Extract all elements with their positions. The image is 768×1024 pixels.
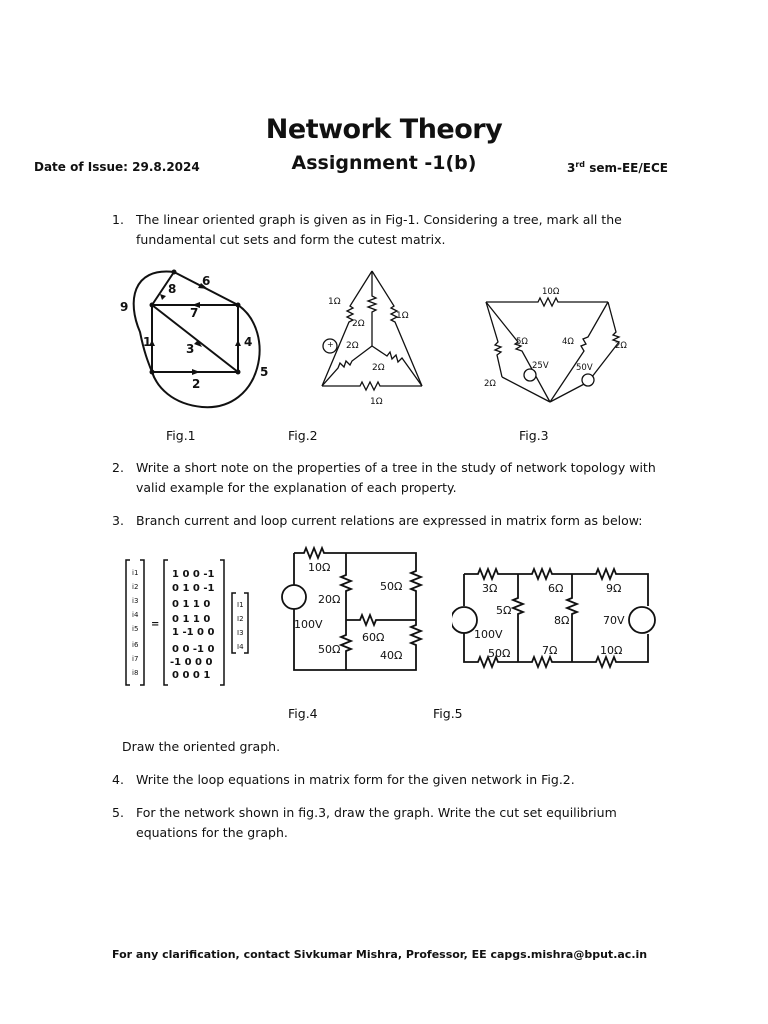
fig3-label: 2Ω — [484, 379, 496, 389]
fig2-label: 2Ω — [346, 341, 359, 351]
lhs-current: i2 — [132, 583, 139, 591]
fig5-label: 10Ω — [600, 644, 623, 657]
fig1-graph — [112, 262, 282, 412]
matrix-row: 0 0 -1 0 — [172, 644, 215, 655]
question-number: 1. — [112, 212, 124, 227]
fig5-label: 6Ω — [548, 582, 564, 595]
fig1-edge-label: 1 — [143, 335, 152, 349]
fig1-caption: Fig.1 — [166, 428, 196, 443]
fig4-label: 20Ω — [318, 593, 341, 606]
fig3-label: 5Ω — [516, 337, 528, 347]
question-5 — [112, 803, 668, 843]
question-3 — [112, 511, 672, 531]
semester-label — [567, 160, 668, 175]
matrix-row: -1 0 0 0 — [170, 657, 213, 668]
question-text: The linear oriented graph is given as in Fig-1. Considering a tree, mark all the fundamental cut sets and form the cutest matrix. — [136, 212, 622, 247]
fig5-caption: Fig.5 — [433, 706, 463, 721]
fig5-circuit — [452, 562, 662, 672]
fig5-label: 8Ω — [554, 614, 570, 627]
fig3-label: 4Ω — [562, 337, 574, 347]
lhs-current: i8 — [132, 669, 139, 677]
contact-footer: For any clarification, contact Sivkumar Mishra, Professor, EE capgs.mishra@bput.ac.in — [112, 948, 648, 961]
matrix-row: 0 1 1 0 — [172, 614, 211, 625]
lhs-current: i6 — [132, 641, 139, 649]
matrix-row: 0 1 0 -1 — [172, 583, 215, 594]
semester-suffix: rd — [575, 160, 586, 169]
equals-sign: = — [151, 619, 160, 630]
lhs-current: i1 — [132, 569, 139, 577]
fig2-label: 2Ω — [372, 363, 385, 373]
fig4-label: 100V — [294, 618, 323, 631]
fig4-label: 50Ω — [318, 643, 341, 656]
fig5-label: 3Ω — [482, 582, 498, 595]
lhs-current: i3 — [132, 597, 139, 605]
semester-rest: sem-EE/ECE — [585, 161, 668, 175]
fig5-label: 70V — [603, 614, 625, 627]
fig4-circuit — [276, 545, 426, 680]
fig4-label: 50Ω — [380, 580, 403, 593]
lhs-current: i5 — [132, 625, 139, 633]
fig1-edge-label: 4 — [244, 335, 253, 349]
fig1-edge-label: 3 — [186, 342, 195, 356]
fig2-label: 1Ω — [328, 297, 341, 307]
q3-followup: Draw the oriented graph. — [122, 739, 281, 754]
question-2 — [112, 458, 672, 498]
fig2-label: 1Ω — [370, 397, 383, 407]
question-text: Branch current and loop current relations are expressed in matrix form as below: — [136, 513, 643, 528]
fig2-label: 2Ω — [352, 319, 365, 329]
question-number: 5. — [112, 805, 124, 820]
page-title: Network Theory — [265, 114, 503, 145]
rhs-current: I3 — [237, 629, 244, 637]
fig2-caption: Fig.2 — [288, 428, 318, 443]
fig2-source-plus: + — [327, 340, 334, 349]
lhs-current: i7 — [132, 655, 139, 663]
rhs-current: I1 — [237, 601, 244, 609]
matrix-row: 0 0 0 1 — [172, 670, 211, 681]
matrix-equation — [120, 555, 260, 690]
fig2-circuit — [312, 266, 432, 411]
fig3-label: 10Ω — [542, 287, 560, 297]
fig5-label: 9Ω — [606, 582, 622, 595]
fig5-label: 50Ω — [488, 647, 511, 660]
rhs-current: I4 — [237, 643, 244, 651]
fig1-edge-label: 7 — [190, 306, 199, 320]
assignment-subtitle: Assignment -1(b) — [291, 152, 477, 174]
fig1-edge-label: 6 — [202, 274, 211, 288]
fig3-circuit — [478, 282, 633, 407]
fig5-label: 100V — [474, 628, 503, 641]
fig4-label: 60Ω — [362, 631, 385, 644]
fig4-caption: Fig.4 — [288, 706, 318, 721]
fig1-edge-label: 2 — [192, 377, 201, 391]
matrix-row: 1 0 0 -1 — [172, 569, 215, 580]
fig4-label: 10Ω — [308, 561, 331, 574]
date-of-issue: Date of Issue: 29.8.2024 — [34, 160, 200, 174]
matrix-row: 0 1 1 0 — [172, 599, 211, 610]
fig1-edge-label: 8 — [168, 282, 177, 296]
question-4 — [112, 770, 672, 790]
fig3-label: 50V — [576, 363, 593, 373]
fig3-label: 2Ω — [615, 341, 627, 351]
question-number: 2. — [112, 460, 124, 475]
fig4-label: 40Ω — [380, 649, 403, 662]
lhs-current: i4 — [132, 611, 139, 619]
fig3-caption: Fig.3 — [519, 428, 549, 443]
question-number: 3. — [112, 513, 124, 528]
fig5-label: 7Ω — [542, 644, 558, 657]
question-text: Write the loop equations in matrix form for the given network in Fig.2. — [136, 772, 575, 787]
fig3-label: 25V — [532, 361, 549, 371]
fig2-label: 1Ω — [396, 311, 409, 321]
question-text: Write a short note on the properties of a tree in the study of network topology with valid example for the explanation of each property. — [136, 460, 656, 495]
fig1-edge-label: 9 — [120, 300, 129, 314]
semester-number: 3 — [567, 161, 576, 175]
rhs-current: I2 — [237, 615, 244, 623]
question-1 — [112, 210, 672, 250]
fig2-source-minus: - — [328, 348, 331, 357]
question-text: For the network shown in fig.3, draw the graph. Write the cut set equilibrium equations for the graph. — [136, 805, 617, 840]
matrix-row: 1 -1 0 0 — [172, 627, 215, 638]
fig1-edge-label: 5 — [260, 365, 269, 379]
question-number: 4. — [112, 772, 124, 787]
fig5-label: 5Ω — [496, 604, 512, 617]
